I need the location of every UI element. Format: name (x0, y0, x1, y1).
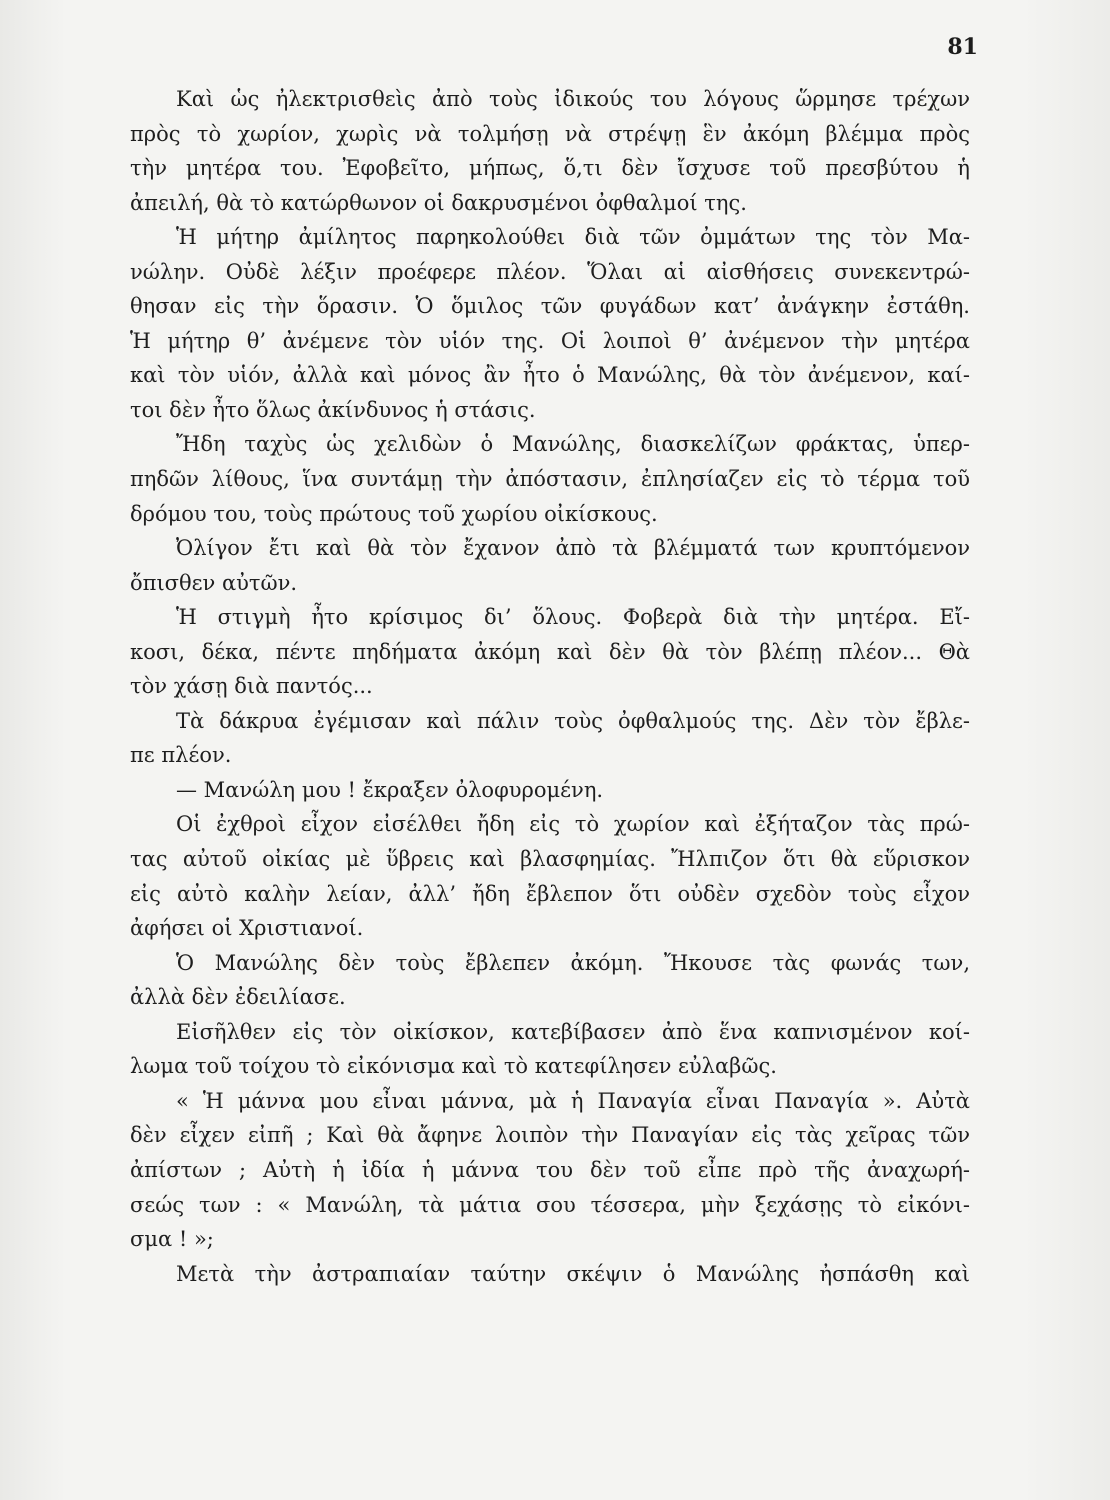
text-line: Εἰσῆλθεν εἰς τὸν οἰκίσκον, κατεβίβασεν ἀπὸ ἕνα καπνισμένον κοί- (176, 1019, 970, 1044)
text-line: Ὀλίγον ἔτι καὶ θὰ τὸν ἔχανον ἀπὸ τὰ βλέμματά των κρυπτόμενον (176, 536, 970, 561)
text-line: ὄπισθεν αὐτῶν. (130, 570, 298, 595)
text-line: τοι δὲν ἦτο ὅλως ἀκίνδυνος ἡ στάσις. (130, 397, 536, 422)
text-line: νώλην. Οὐδὲ λέξιν προέφερε πλέον. Ὅλαι αἱ αἰσθήσεις συνεκεντρώ- (130, 259, 970, 284)
text-line: σμα ! »; (130, 1227, 214, 1252)
text-line: — Μανώλη μου ! ἔκραξεν ὀλοφυρομένη. (176, 777, 604, 802)
body-text (130, 82, 970, 1291)
text-line: Ἡ στιγμὴ ἦτο κρίσιμος δι’ ὅλους. Φοβερὰ διὰ τὴν μητέρα. Εἴ- (176, 605, 970, 630)
text-line: Καὶ ὡς ἠλεκτρισθεὶς ἀπὸ τοὺς ἰδικούς του λόγους ὥρμησε τρέχων (176, 87, 970, 111)
text-line: « Ἡ μάννα μου εἶναι μάννα, μὰ ἡ Παναγία εἶναι Παναγία ». Αὐτὰ (176, 1088, 970, 1113)
text-line: ἀπειλή, θὰ τὸ κατώρθωνον οἱ δακρυσμένοι ὀφθαλμοί της. (130, 190, 747, 215)
text-line: σεώς των : « Μανώλη, τὰ μάτια σου τέσσερα, μὴν ξεχάσῃς τὸ εἰκόνι- (130, 1192, 970, 1217)
text-line: Τὰ δάκρυα ἐγέμισαν καὶ πάλιν τοὺς ὀφθαλμούς της. Δὲν τὸν ἔβλε- (176, 708, 970, 733)
text-line: Οἱ ἐχθροὶ εἶχον εἰσέλθει ἤδη εἰς τὸ χωρίον καὶ ἐξήταζον τὰς πρώ- (176, 812, 970, 837)
page-number: 81 (947, 34, 978, 60)
text-line: Ἤδη ταχὺς ὡς χελιδὼν ὁ Μανώλης, διασκελίζων φράκτας, ὑπερ- (176, 432, 970, 457)
text-line: εἰς αὐτὸ καλὴν λείαν, ἀλλ’ ἤδη ἔβλεπον ὅτι οὐδὲν σχεδὸν τοὺς εἶχον (130, 881, 970, 906)
text-line: πηδῶν λίθους, ἵνα συντάμῃ τὴν ἀπόστασιν, ἐπλησίαζεν εἰς τὸ τέρμα τοῦ (130, 467, 970, 492)
text-line: Ἡ μήτηρ θ’ ἀνέμενε τὸν υἱόν της. Οἱ λοιποὶ θ’ ἀνέμενον τὴν μητέρα (130, 328, 970, 353)
text-line: ἀλλὰ δὲν ἐδειλίασε. (130, 985, 346, 1010)
text-line: Ἡ μήτηρ ἀμίλητος παρηκολούθει διὰ τῶν ὀμμάτων της τὸν Μα- (176, 225, 970, 250)
text-line: τὸν χάσῃ διὰ παντός... (130, 674, 373, 699)
text-line: δὲν εἶχεν εἰπῆ ; Καὶ θὰ ἄφηνε λοιπὸν τὴν Παναγίαν εἰς τὰς χεῖρας τῶν (130, 1123, 970, 1148)
text-line: κοσι, δέκα, πέντε πηδήματα ἀκόμη καὶ δὲν θὰ τὸν βλέπῃ πλέον... Θὰ (130, 639, 970, 664)
text-line: ἀφήσει οἱ Χριστιανοί. (130, 916, 364, 941)
text-line: πρὸς τὸ χωρίον, χωρὶς νὰ τολμήσῃ νὰ στρέψῃ ἓν ἀκόμη βλέμμα πρὸς (130, 121, 970, 146)
text-line: δρόμου του, τοὺς πρώτους τοῦ χωρίου οἰκίσκους. (130, 501, 658, 526)
text-line: θησαν εἰς τὴν ὅρασιν. Ὁ ὅμιλος τῶν φυγάδων κατ’ ἀνάγκην ἐστάθη. (130, 294, 970, 319)
text-line: τας αὐτοῦ οἰκίας μὲ ὕβρεις καὶ βλασφημίας. Ἤλπιζον ὅτι θὰ εὕρισκον (130, 847, 970, 872)
text-line: Ὁ Μανώλης δὲν τοὺς ἔβλεπεν ἀκόμη. Ἤκουσε τὰς φωνάς των, (176, 950, 970, 975)
text-line: τὴν μητέρα του. Ἐφοβεῖτο, μήπως, ὅ,τι δὲν ἴσχυσε τοῦ πρεσβύτου ἡ (130, 156, 970, 181)
text-line: ἀπίστων ; Αὐτὴ ἡ ἰδία ἡ μάννα του δὲν τοῦ εἶπε πρὸ τῆς ἀναχωρή- (130, 1157, 970, 1182)
text-line: πε πλέον. (130, 743, 232, 768)
text-line: λωμα τοῦ τοίχου τὸ εἰκόνισμα καὶ τὸ κατεφίλησεν εὐλαβῶς. (130, 1054, 777, 1079)
text-line: Μετὰ τὴν ἀστραπιαίαν ταύτην σκέψιν ὁ Μανώλης ἠσπάσθη καὶ (176, 1261, 970, 1286)
text-line: καὶ τὸν υἱόν, ἀλλὰ καὶ μόνος ἂν ἦτο ὁ Μανώλης, θὰ τὸν ἀνέμενον, καί- (130, 363, 970, 388)
